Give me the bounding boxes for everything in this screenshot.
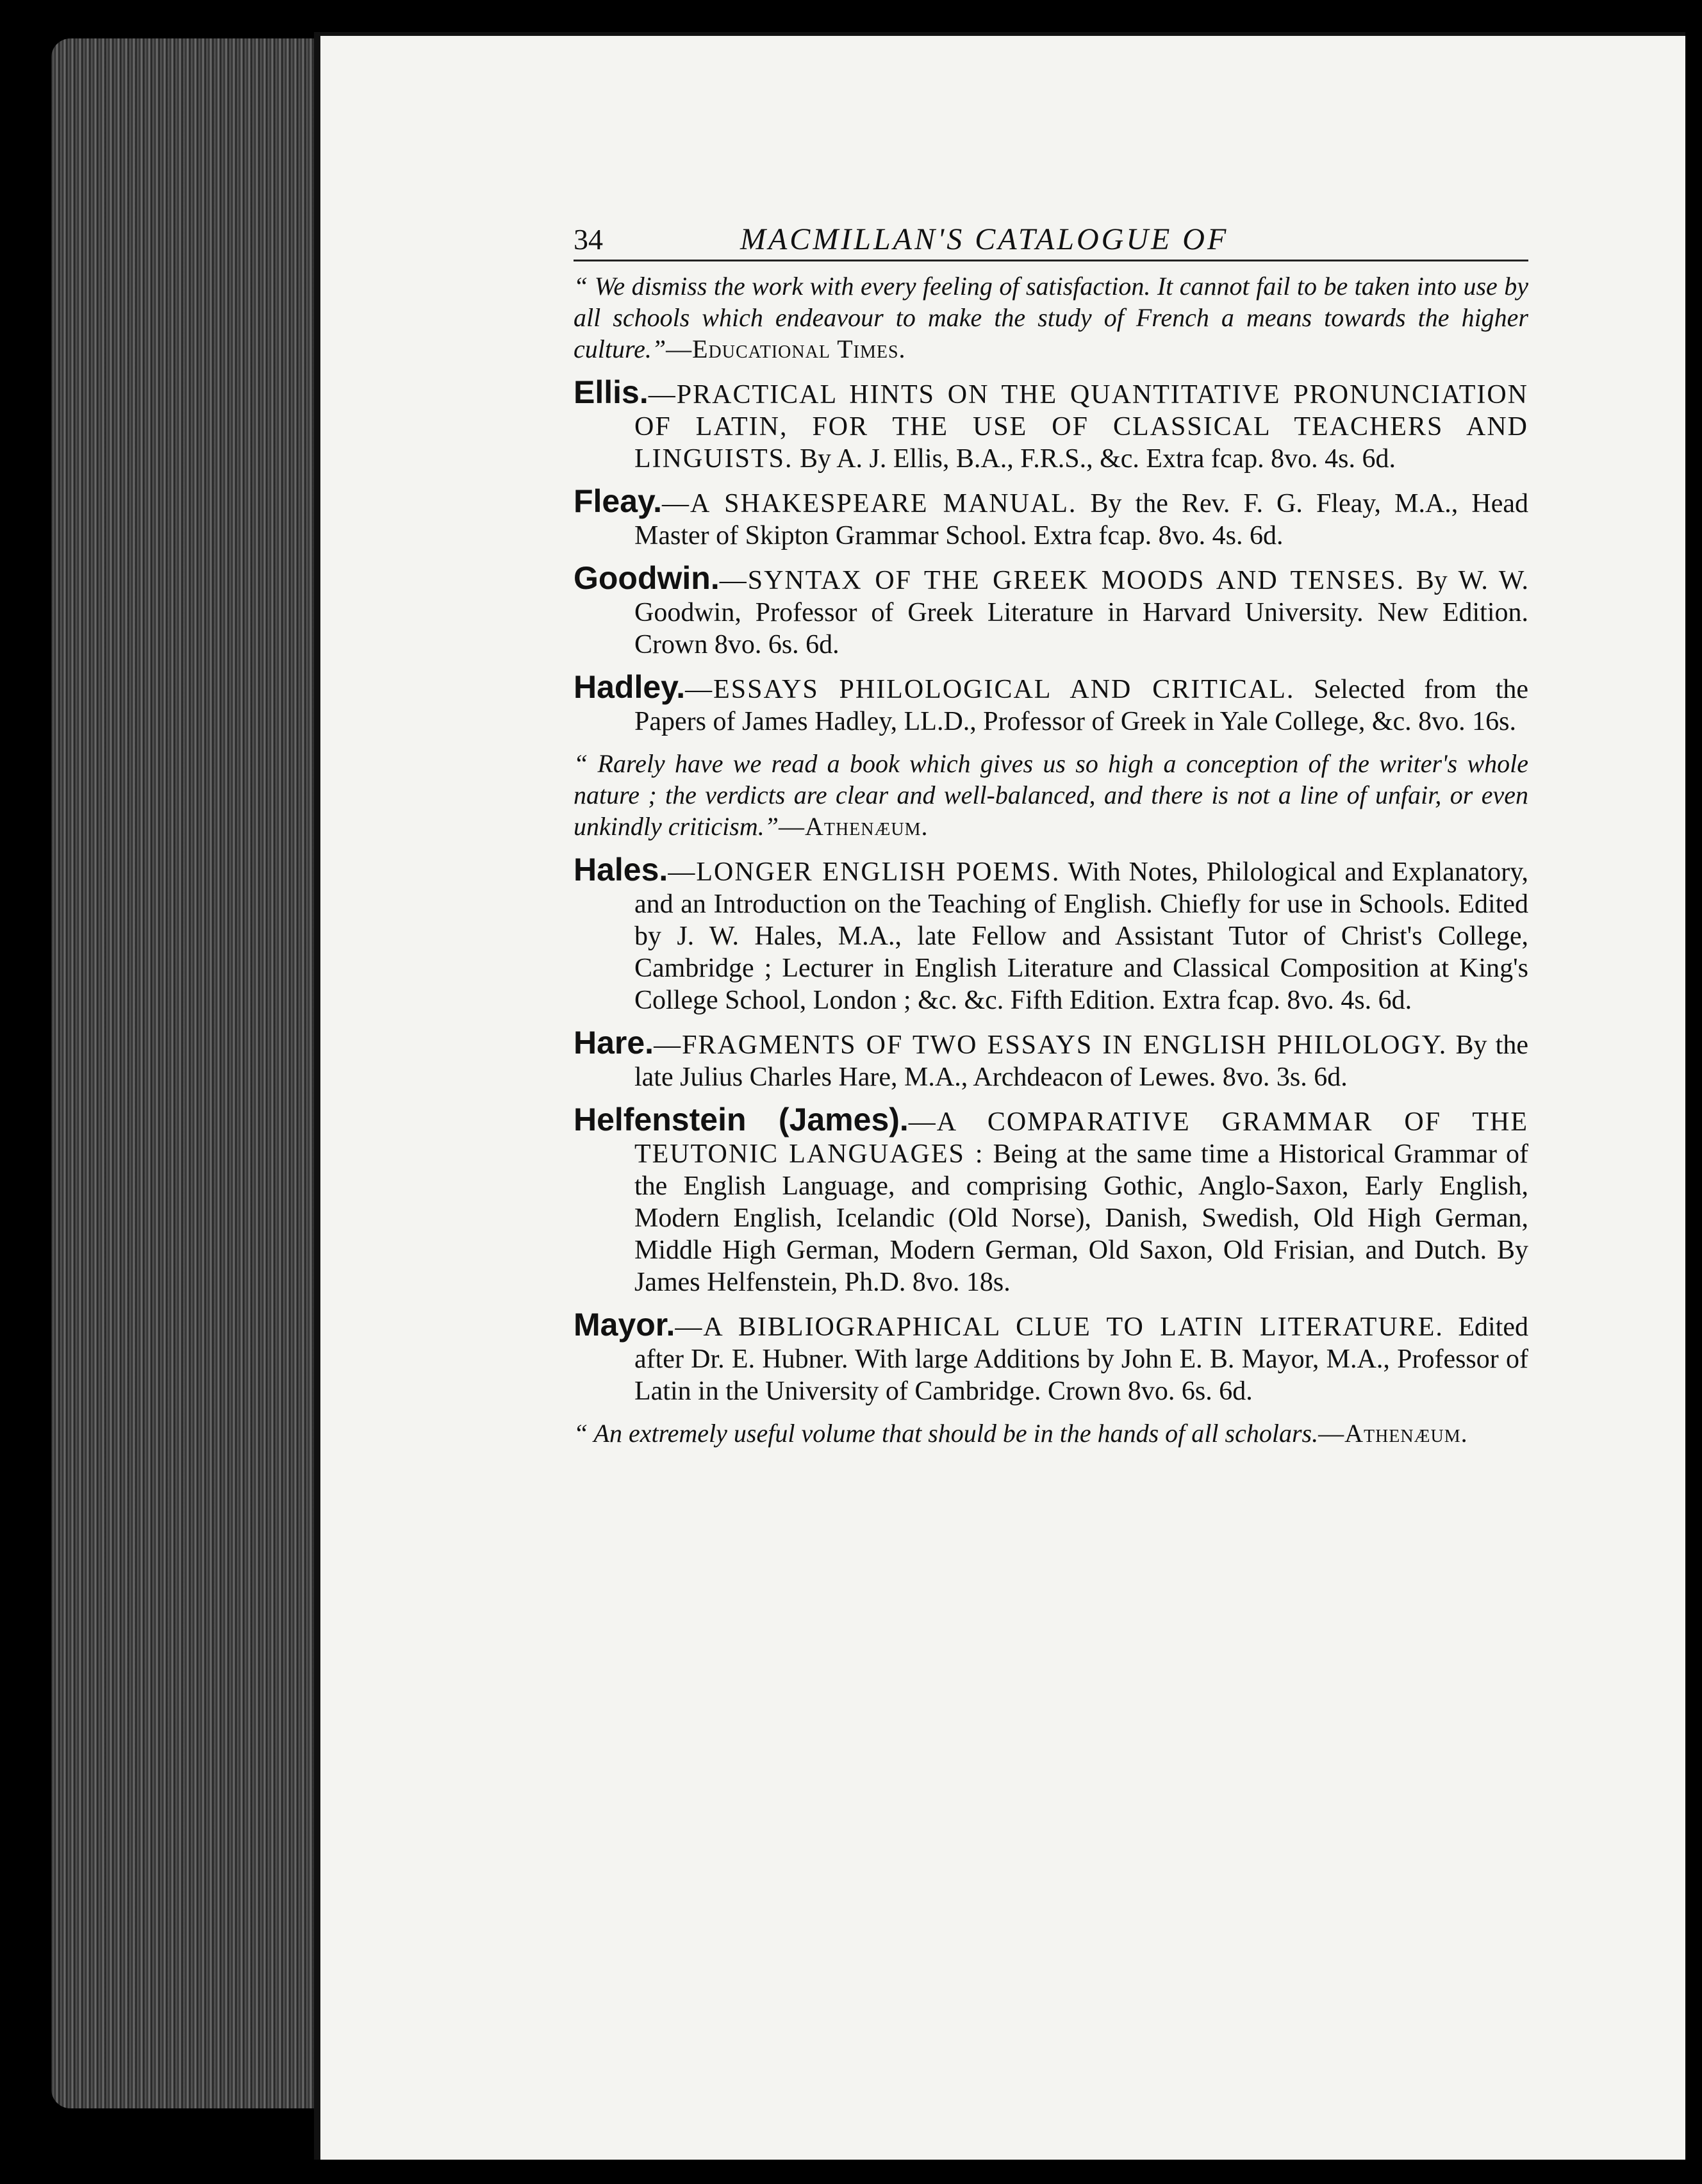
page-header	[574, 222, 1528, 261]
page-text-block	[574, 222, 1528, 1460]
entry-title: —PRACTICAL HINTS ON THE QUANTITATIVE PRONUNCIATION OF LATIN, FOR THE USE OF CLASSICAL TEACHERS AND LINGUISTS.	[634, 380, 1528, 474]
entry-details: By W. W. Goodwin, Professor of Greek Literature in Harvard University. New Edition. Crown 8vo. 6s. 6d.	[634, 566, 1528, 659]
entry-details: By the Rev. F. G. Fleay, M.A., Head Master of Skipton Grammar School. Extra fcap. 8vo. 4s. 6d.	[634, 489, 1528, 550]
entry-title: —LONGER ENGLISH POEMS.	[668, 857, 1061, 887]
hadley-review-quote	[574, 748, 1528, 842]
book-page-edges	[51, 38, 320, 2108]
page-number: 34	[574, 223, 603, 256]
catalogue-entry-goodwin	[574, 562, 1528, 661]
entry-author: Helfenstein (James).	[574, 1102, 909, 1138]
entry-title: —SYNTAX OF THE GREEK MOODS AND TENSES.	[719, 566, 1405, 595]
entry-details: Edited after Dr. E. Hubner. With large Additions by John E. B. Mayor, M.A., Professor of Latin in the University of Cambridge. Crown 8vo. 6s. 6d.	[634, 1312, 1528, 1406]
entry-details: With Notes, Philological and Explanatory, and an Introduction on the Teaching of English. Chiefly for use in Schools. Edited by J. W. Hales, M.A., late Fellow and Assistant Tutor of Christ's College, Cambridge ; Lecturer in English Literature and Classical Composition at King's College School, London ; &c. &c. Fifth Edition. Extra fcap. 8vo. 4s. 6d.	[634, 857, 1529, 1015]
entry-author: Ellis.	[574, 374, 649, 410]
entry-details: By A. J. Ellis, B.A., F.R.S., &c. Extra fcap. 8vo. 4s. 6d.	[800, 444, 1396, 474]
review-quote-text: “ An extremely useful volume that should be in the hands of all scholars.	[574, 1419, 1319, 1448]
entry-title: —FRAGMENTS OF TWO ESSAYS IN ENGLISH PHILOLOGY.	[654, 1030, 1448, 1060]
entry-author: Hales.	[574, 852, 668, 888]
entry-title: —A BIBLIOGRAPHICAL CLUE TO LATIN LITERATURE.	[675, 1312, 1444, 1342]
entry-details: By the late Julius Charles Hare, M.A., Archdeacon of Lewes. 8vo. 3s. 6d.	[634, 1030, 1528, 1092]
entry-author: Goodwin.	[574, 560, 720, 596]
opening-quote	[574, 270, 1528, 365]
catalogue-entry-ellis	[574, 376, 1528, 475]
opening-quote-text: “ We dismiss the work with every feeling of satisfaction. It cannot fail to be taken into use by all schools which endeavour to make the study of French a means towards the higher culture.”	[574, 272, 1528, 363]
entry-author: Hadley.	[574, 669, 686, 705]
catalogue-entry-mayor	[574, 1309, 1528, 1407]
catalogue-entry-hare	[574, 1027, 1528, 1093]
entry-details: Being at the same time a Historical Grammar of the English Language, and comprising Gothic, Anglo-Saxon, Early English, Modern English, Icelandic (Old Norse), Danish, Swedish, Old High German, Middle High German, Modern German, Old Saxon, Old Frisian, and Dutch. By James Helfenstein, Ph.D. 8vo. 18s.	[634, 1139, 1529, 1297]
catalogue-entry-hadley	[574, 671, 1528, 738]
entry-title: —A SHAKESPEARE MANUAL.	[662, 489, 1077, 518]
mayor-review-quote	[574, 1418, 1528, 1449]
entry-title: —A COMPARATIVE GRAMMAR OF THE TEUTONIC LANGUAGES :	[634, 1107, 1528, 1169]
entry-title: —ESSAYS PHILOLOGICAL AND CRITICAL.	[685, 675, 1295, 704]
entry-author: Fleay.	[574, 483, 663, 519]
entry-details: Selected from the Papers of James Hadley, LL.D., Professor of Greek in Yale College, &c. 8vo. 16s.	[634, 675, 1529, 736]
entry-author: Mayor.	[574, 1307, 675, 1343]
catalogue-entry-hales	[574, 854, 1528, 1016]
catalogue-entry-fleay	[574, 485, 1528, 552]
running-title: MACMILLAN'S CATALOGUE OF	[740, 222, 1229, 256]
review-quote-source: —Athenæum.	[1318, 1419, 1468, 1448]
review-quote-source: —Athenæum.	[778, 812, 929, 841]
review-quote-text: “ Rarely have we read a book which gives us so high a conception of the writer's whole nature ; the verdicts are clear and well-balanced, and there is not a line of unfair, or even unkindly criticism.”	[574, 749, 1528, 841]
catalogue-page	[314, 32, 1685, 2160]
opening-quote-source: —Educational Times.	[666, 335, 906, 363]
entry-author: Hare.	[574, 1025, 654, 1061]
catalogue-entry-helfenstein	[574, 1104, 1528, 1298]
